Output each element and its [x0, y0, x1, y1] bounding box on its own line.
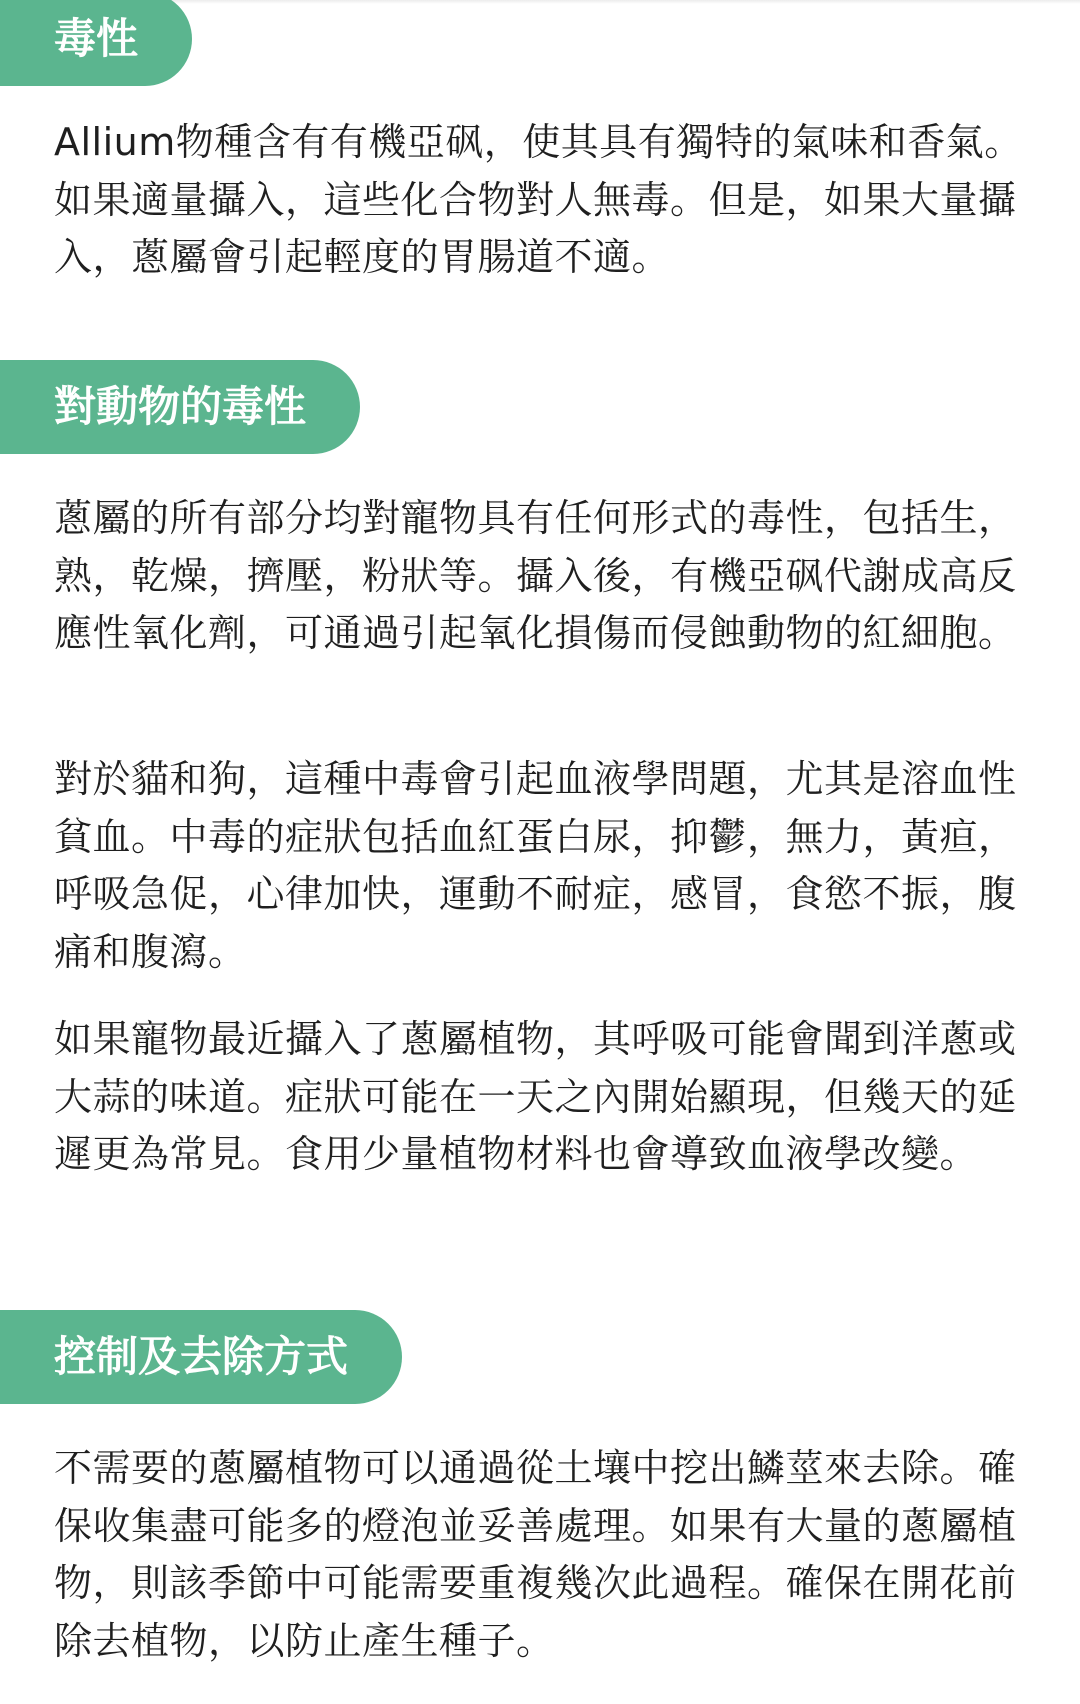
- animal-toxicity-paragraph-2: 對於貓和狗，這種中毒會引起血液學問題，尤其是溶血性貧血。中毒的症狀包括血紅蛋白尿，抑鬱，無力，黃疸，呼吸急促，心律加快，運動不耐症，感冒，食慾不振，腹痛和腹瀉。: [54, 757, 1017, 974]
- section-header-animal-toxicity: 對動物的毒性: [0, 360, 360, 454]
- toxicity-paragraph: Allium物種含有有機亞砜，使其具有獨特的氣味和香氣。如果適量攝入，這些化合物對人無毒。但是，如果大量攝入，蔥屬會引起輕度的胃腸道不適。: [54, 120, 1023, 279]
- section-header-toxicity: 毒性: [0, 0, 192, 86]
- control-removal-paragraph: 不需要的蔥屬植物可以通過從土壤中挖出鱗莖來去除。確保收集盡可能多的燈泡並妥善處理。如果有大量的蔥屬植物，則該季節中可能需要重複幾次此過程。確保在開花前除去植物，以防止產生種子。: [54, 1446, 1017, 1663]
- animal-toxicity-paragraph-3: 如果寵物最近攝入了蔥屬植物，其呼吸可能會聞到洋蔥或大蒜的味道。症狀可能在一天之內開始顯現，但幾天的延遲更為常見。食用少量植物材料也會導致血液學改變。: [54, 1017, 1017, 1176]
- section-header-control-removal: 控制及去除方式: [0, 1310, 402, 1404]
- animal-toxicity-paragraph-1: 蔥屬的所有部分均對寵物具有任何形式的毒性，包括生，熟，乾燥，擠壓，粉狀等。攝入後，有機亞砜代謝成高反應性氧化劑，可通過引起氧化損傷而侵蝕動物的紅細胞。: [54, 496, 1017, 655]
